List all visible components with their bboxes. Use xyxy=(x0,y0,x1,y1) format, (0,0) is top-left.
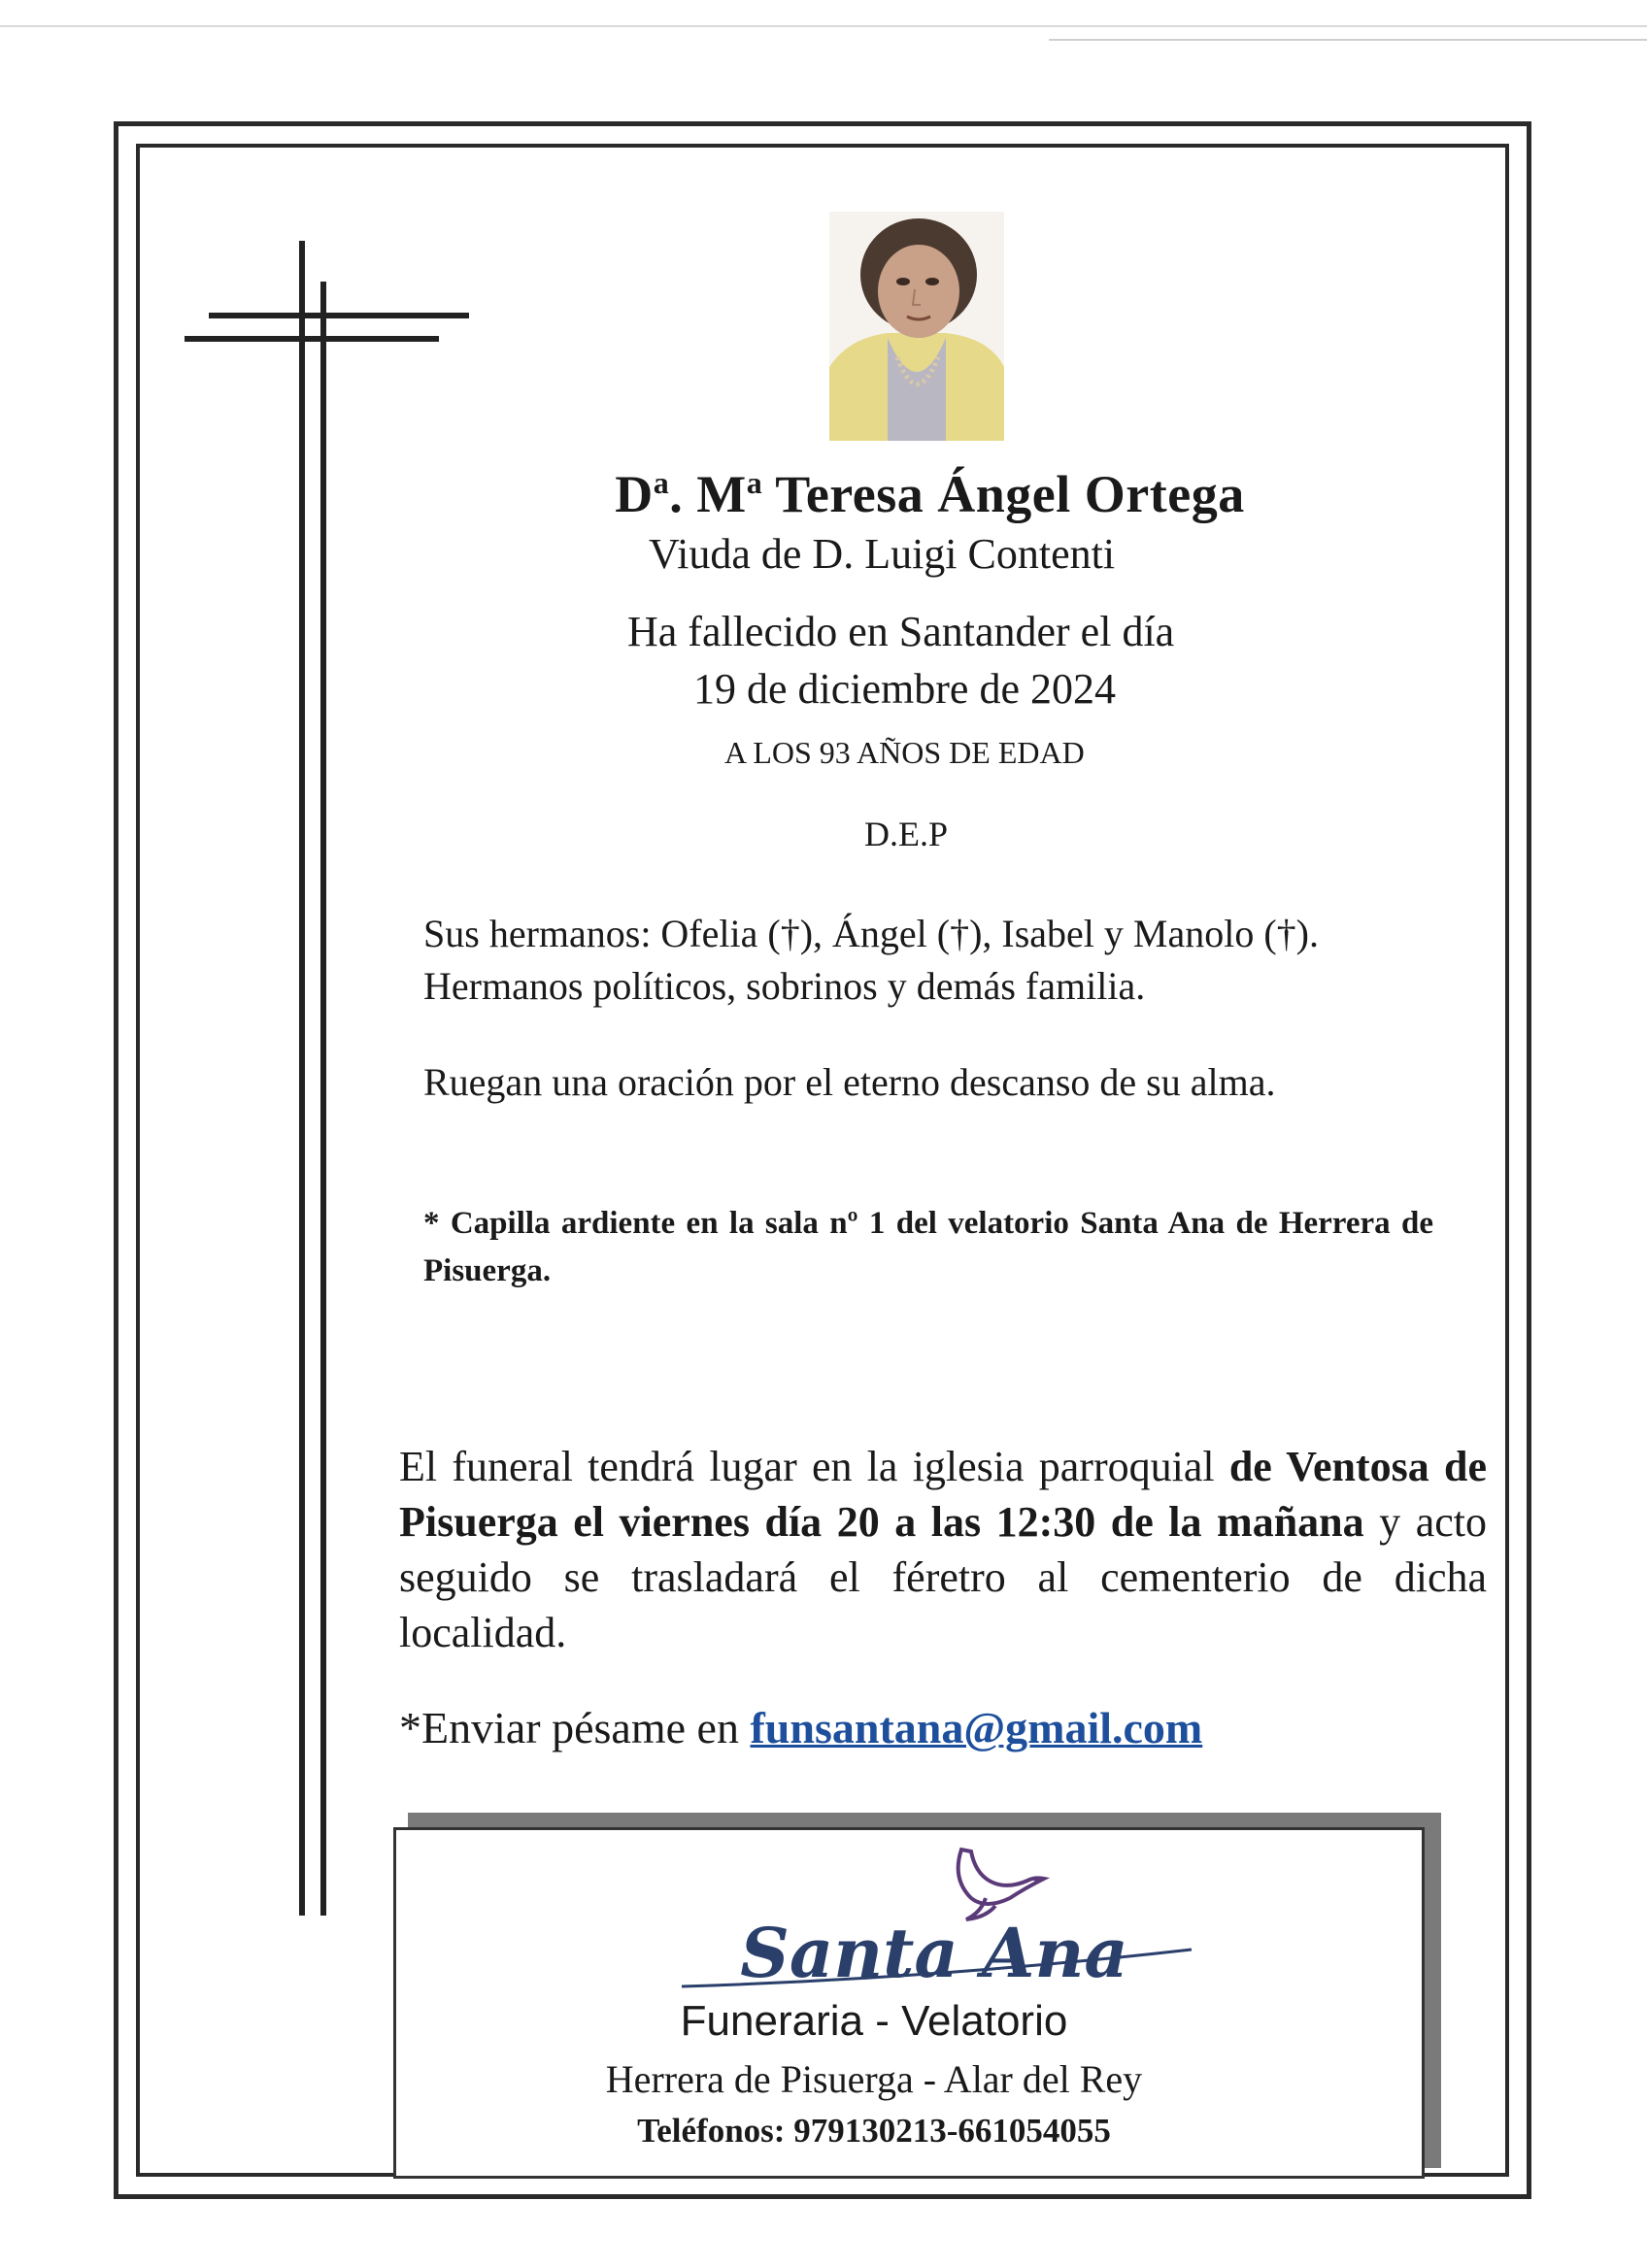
rip-line: D.E.P xyxy=(864,815,949,853)
chapel-notice: * Capilla ardiente en la sala nº 1 del velatorio Santa Ana de Herrera de Pisuerga. xyxy=(423,1206,1433,1288)
brand-name: Santa Ana xyxy=(740,1913,1128,1993)
scan-edge-line xyxy=(1049,39,1647,41)
name-rest: Teresa Ángel Ortega xyxy=(762,465,1245,523)
funeral-home-locations: Herrera de Pisuerga - Alar del Rey xyxy=(605,2057,1143,2101)
widow-of: Viuda de D. Luigi Contenti xyxy=(649,530,1116,578)
family-paragraph xyxy=(423,908,1511,1013)
brand-logo xyxy=(662,1911,1206,1998)
condolence-email-link[interactable]: funsantana@gmail.com xyxy=(750,1703,1203,1752)
portrait-photo xyxy=(829,212,1004,441)
relatives-line: Hermanos políticos, sobrinos y demás familia. xyxy=(423,964,1146,1008)
prayer-line: Ruegan una oración por el eterno descanso de su alma. xyxy=(423,1060,1276,1104)
death-place: Ha fallecido en Santander el día xyxy=(627,608,1175,655)
funeral-paragraph xyxy=(399,1439,1487,1660)
funeral-text-bold: de Ventosa de Pisuerga el viernes día 20 a las 12:30 de la mañana xyxy=(399,1443,1488,1546)
death-date: 19 de diciembre de 2024 xyxy=(693,665,1116,713)
funeral-text-1: El funeral tendrá lugar en la iglesia parroquial xyxy=(399,1443,1229,1490)
funeral-home-phones: Teléfonos: 979130213-661054055 xyxy=(637,2112,1111,2150)
funeral-text-2: y acto seguido se trasladará el féretro al cementerio de dicha localidad. xyxy=(399,1498,1487,1656)
age-line: A LOS 93 AÑOS DE EDAD xyxy=(724,735,1085,770)
name-mid: . M xyxy=(669,465,747,523)
deceased-name xyxy=(0,464,1647,524)
scan-edge-line xyxy=(0,25,1647,27)
condolence-prefix: *Enviar pésame en xyxy=(399,1703,751,1752)
name-prefix-sup: a xyxy=(653,465,670,500)
siblings-line: Sus hermanos: Ofelia (†), Ángel (†), Isabel y Manolo (†). xyxy=(423,912,1319,955)
name-mid-sup: a xyxy=(746,465,763,500)
funeral-home-subtitle: Funeraria - Velatorio xyxy=(680,1997,1068,2045)
name-prefix: D xyxy=(615,465,654,523)
condolence-line xyxy=(399,1702,1202,1754)
